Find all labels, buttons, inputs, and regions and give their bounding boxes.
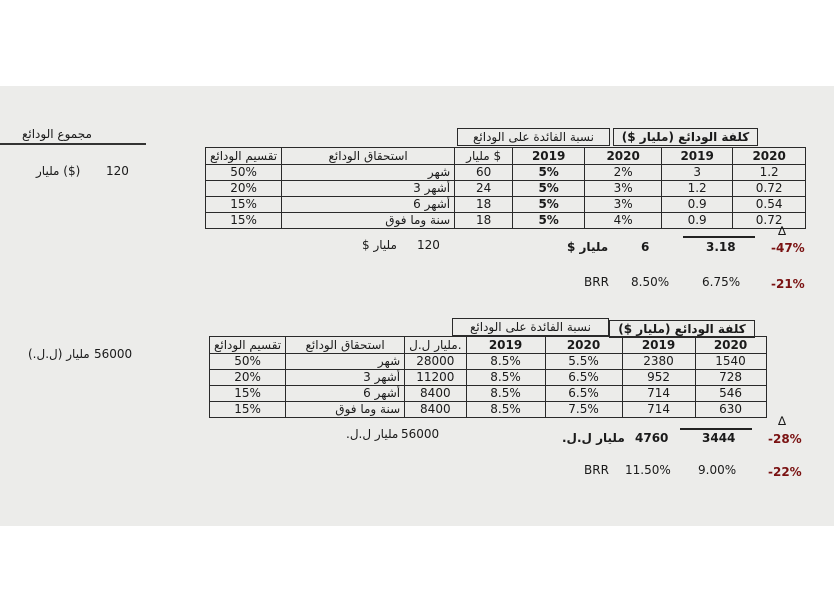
col-cost-2020: 2020 [733, 148, 806, 165]
usd-unit-label: مليار ($) [36, 164, 81, 178]
table-row: 15% أشهر 6 18 5% 3% 0.9 0.54 [206, 197, 806, 213]
usd-brr-2019: 8.50% [631, 275, 670, 289]
lbp-total-unit: مليار ل.ل. [346, 427, 399, 441]
col-amount: مليار $ [455, 148, 513, 165]
lbp-total-cost-2019: 4760 [635, 431, 669, 445]
usd-total-cost-2019: 6 [641, 240, 650, 254]
table-row: 20% أشهر 3 24 5% 3% 1.2 0.72 [206, 181, 806, 197]
col-split: تقسيم الودائع [206, 148, 282, 165]
col-amount: مليار ل.ل. [405, 337, 466, 354]
table-row: 15% أشهر 6 8400 8.5% 6.5% 714 546 [210, 386, 767, 402]
table-row: 50% شهر 60 5% 2% 3 1.2 [206, 165, 806, 181]
col-maturity: استحقاق الودائع [286, 337, 405, 354]
lbp-total-cost-2020: 3444 [702, 431, 736, 445]
col-cost-2019: 2019 [622, 337, 695, 354]
col-cost-2019: 2019 [662, 148, 733, 165]
usd-rate-header: نسبة الفائدة على الودائع [457, 128, 610, 146]
total-deposits-title: مجموع الودائع [22, 127, 92, 141]
table-row: 15% سنة وما فوق 18 5% 4% 0.9 0.72 [206, 213, 806, 229]
usd-total-value: 120 [106, 164, 129, 178]
col-maturity: استحقاق الودائع [282, 148, 455, 165]
lbp-cost-unit: مليار ل.ل. [562, 431, 625, 445]
table-row: 20% أشهر 3 11200 8.5% 6.5% 952 728 [210, 370, 767, 386]
delta-symbol: ∆ [778, 224, 787, 238]
col-rate-2020: 2020 [585, 148, 662, 165]
usd-total-cost-2020: 3.18 [706, 240, 736, 254]
lbp-total-underline [680, 428, 752, 430]
usd-delta-cost: -47% [771, 241, 805, 255]
lbp-deposits-table [209, 336, 767, 418]
usd-delta-brr: -21% [771, 277, 805, 291]
col-rate-2019: 2019 [513, 148, 585, 165]
lbp-total-value: 56000 [94, 347, 133, 361]
delta-symbol: ∆ [778, 414, 787, 428]
lbp-delta-brr: -22% [768, 465, 802, 479]
lbp-brr-2019: 11.50% [625, 463, 671, 477]
usd-total-unit: مليار $ [362, 238, 397, 252]
usd-deposits-table [205, 147, 806, 229]
col-rate-2019: 2019 [466, 337, 545, 354]
usd-total-underline [683, 236, 755, 238]
lbp-cost-header: كلفة الودائع (مليار $) [609, 320, 755, 338]
table-row: 50% شهر 28000 8.5% 5.5% 2380 1540 [210, 354, 767, 370]
usd-total-amount: 120 [417, 238, 440, 252]
lbp-brr-label: BRR [584, 463, 609, 477]
table-row: 15% سنة وما فوق 8400 8.5% 7.5% 714 630 [210, 402, 767, 418]
lbp-total-amount: 56000 [401, 427, 440, 441]
title-underline [0, 143, 146, 145]
lbp-delta-cost: -28% [768, 432, 802, 446]
usd-brr-2020: 6.75% [702, 275, 741, 289]
lbp-unit-label: مليار (ل.ل.) [28, 347, 90, 361]
col-cost-2020: 2020 [695, 337, 766, 354]
lbp-brr-2020: 9.00% [698, 463, 737, 477]
usd-brr-label: BRR [584, 275, 609, 289]
usd-cost-header: كلفة الودائع (مليار $) [613, 128, 758, 146]
col-rate-2020: 2020 [545, 337, 622, 354]
lbp-rate-header: نسبة الفائدة على الودائع [452, 318, 609, 336]
usd-cost-unit: مليار $ [567, 240, 609, 254]
col-split: تقسيم الودائع [210, 337, 286, 354]
